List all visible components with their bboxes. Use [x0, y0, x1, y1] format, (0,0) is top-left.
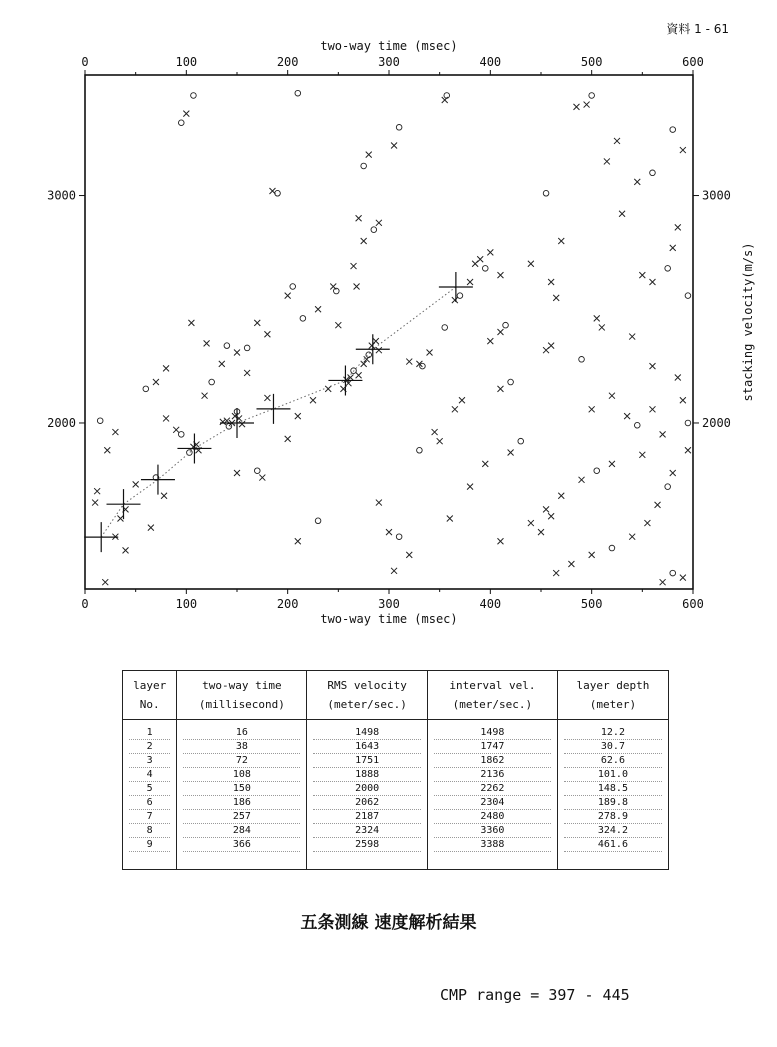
x-tick-label-bottom: 500 [580, 597, 603, 611]
semblance-peak-circle [503, 322, 509, 328]
semblance-peak-cross [497, 386, 503, 392]
header-two-way-time: two-way time (millisecond) [177, 671, 307, 720]
semblance-peak-cross [376, 500, 382, 506]
semblance-peak-cross [254, 320, 260, 326]
semblance-peak-cross [386, 529, 392, 535]
semblance-peak-cross [548, 279, 554, 285]
semblance-peak-cross [361, 238, 367, 244]
column-two-way-time [177, 720, 307, 870]
table-cell: 1 [129, 726, 170, 740]
header-rms-velocity: RMS velocity (meter/sec.) [307, 671, 428, 720]
table-cell: 324.2 [564, 824, 662, 838]
velocity-pick-cross [439, 272, 473, 302]
semblance-peak-cross [579, 477, 585, 483]
semblance-peak-cross [376, 347, 382, 353]
semblance-peak-cross [558, 493, 564, 499]
semblance-peak-cross [680, 147, 686, 153]
table-cell: 4 [129, 768, 170, 782]
semblance-peak-cross [148, 525, 154, 531]
semblance-peak-cross [452, 406, 458, 412]
semblance-peak-cross [153, 379, 159, 385]
semblance-peak-cross [244, 370, 250, 376]
semblance-peak-cross [573, 104, 579, 110]
semblance-peak-cross [639, 452, 645, 458]
table-cell: 257 [183, 810, 300, 824]
table-cell: 2187 [313, 810, 421, 824]
semblance-peak-cross [599, 324, 605, 330]
semblance-peak-circle [594, 468, 600, 474]
semblance-peak-cross [94, 488, 100, 494]
table-cell: 7 [129, 810, 170, 824]
y-tick-label-right: 3000 [702, 188, 731, 203]
table-cell: 461.6 [564, 838, 662, 852]
semblance-peak-circle [244, 345, 250, 351]
semblance-peak-circle [254, 468, 260, 474]
semblance-peak-cross [649, 363, 655, 369]
semblance-peak-cross [315, 306, 321, 312]
table-cell: 9 [129, 838, 170, 852]
table-body-row [123, 720, 669, 870]
header-layer-depth: layer depth (meter) [557, 671, 668, 720]
y-tick-label-left: 3000 [47, 188, 76, 203]
x-tick-label-top: 500 [580, 55, 603, 69]
semblance-peak-circle [609, 545, 615, 551]
semblance-peak-cross [543, 506, 549, 512]
semblance-peak-cross [639, 272, 645, 278]
semblance-peak-cross [649, 279, 655, 285]
table-cell: 2324 [313, 824, 421, 838]
x-tick-label-bottom: 200 [276, 597, 299, 611]
x-tick-label-bottom: 300 [378, 597, 400, 611]
table-cell: 5 [129, 782, 170, 796]
velocity-pick-cross [356, 334, 390, 364]
semblance-peak-circle [665, 266, 671, 272]
semblance-peak-cross [660, 431, 666, 437]
semblance-peak-cross [163, 415, 169, 421]
semblance-peak-cross [356, 372, 362, 378]
semblance-peak-circle [290, 284, 296, 290]
semblance-peak-cross [373, 338, 379, 344]
x-axis-title-top: two-way time (msec) [320, 39, 458, 53]
semblance-peak-circle [589, 93, 595, 99]
semblance-peak-cross [487, 249, 493, 255]
table-cell: 366 [183, 838, 300, 852]
semblance-peak-cross [173, 427, 179, 433]
semblance-peak-cross [295, 538, 301, 544]
semblance-peak-circle [508, 379, 514, 385]
semblance-peak-cross [508, 450, 514, 456]
semblance-peak-cross [609, 461, 615, 467]
x-tick-label-top: 100 [175, 55, 198, 69]
semblance-peak-circle [143, 386, 149, 392]
semblance-peak-cross [548, 513, 554, 519]
column-layer-no [123, 720, 177, 870]
plot-frame [85, 75, 693, 589]
column-rms-velocity [307, 720, 428, 870]
semblance-peak-cross [609, 393, 615, 399]
semblance-peak-cross [406, 552, 412, 558]
semblance-peak-cross [634, 179, 640, 185]
semblance-peak-cross [619, 211, 625, 217]
x-tick-label-top: 600 [682, 55, 704, 69]
semblance-peak-circle [579, 356, 585, 362]
semblance-peak-cross [102, 579, 108, 585]
semblance-peak-cross [133, 481, 139, 487]
semblance-peak-circle [685, 293, 691, 299]
table-cell: 3360 [434, 824, 551, 838]
table-cell: 189.8 [564, 796, 662, 810]
x-tick-label-bottom: 600 [682, 597, 704, 611]
semblance-peak-cross [123, 547, 129, 553]
semblance-peak-cross [406, 359, 412, 365]
semblance-peak-cross [204, 340, 210, 346]
semblance-peak-cross [558, 238, 564, 244]
semblance-peak-cross [482, 461, 488, 467]
column-layer-depth [557, 720, 668, 870]
semblance-peak-cross [452, 297, 458, 303]
semblance-peak-cross [589, 552, 595, 558]
x-tick-label-bottom: 0 [81, 597, 89, 611]
semblance-peak-circle [97, 418, 103, 424]
semblance-peak-cross [351, 263, 357, 269]
semblance-peak-circle [665, 484, 671, 490]
cmp-range: CMP range = 397 - 445 [440, 986, 630, 1004]
semblance-peak-circle [396, 534, 402, 540]
semblance-peak-cross [594, 315, 600, 321]
table-cell: 186 [183, 796, 300, 810]
velocity-pick-cross [177, 433, 211, 463]
semblance-peak-cross [447, 515, 453, 521]
semblance-peak-cross [264, 395, 270, 401]
table-cell: 30.7 [564, 740, 662, 754]
velocity-pick-cross [107, 489, 141, 519]
semblance-peak-circle [420, 363, 426, 369]
semblance-peak-cross [528, 261, 534, 267]
table-cell: 8 [129, 824, 170, 838]
semblance-peak-cross [680, 397, 686, 403]
velocity-table [122, 670, 669, 870]
semblance-peak-cross [335, 322, 341, 328]
column-interval-velocity [427, 720, 557, 870]
semblance-peak-cross [285, 436, 291, 442]
table-cell: 2000 [313, 782, 421, 796]
page-reference: 資料 1 - 61 [666, 22, 729, 36]
semblance-peak-cross [437, 438, 443, 444]
velocity-pick-cross [256, 394, 290, 424]
semblance-peak-cross [589, 406, 595, 412]
semblance-peak-cross [220, 419, 226, 425]
semblance-peak-cross [354, 284, 360, 290]
table-cell: 148.5 [564, 782, 662, 796]
table-cell: 101.0 [564, 768, 662, 782]
y-tick-label-right: 2000 [702, 415, 731, 430]
semblance-peak-cross [183, 111, 189, 117]
semblance-peak-cross [161, 493, 167, 499]
semblance-peak-cross [391, 568, 397, 574]
semblance-peak-circle [315, 518, 321, 524]
semblance-peak-cross [427, 349, 433, 355]
velocity-pick-cross [328, 365, 362, 395]
x-axis-title-bottom: two-way time (msec) [320, 612, 458, 626]
semblance-peak-circle [457, 293, 463, 299]
semblance-peak-cross [432, 429, 438, 435]
velocity-function-line [101, 287, 456, 537]
semblance-peak-circle [634, 422, 640, 428]
semblance-peak-cross [310, 397, 316, 403]
x-tick-label-top: 0 [81, 55, 89, 69]
x-tick-label-bottom: 100 [175, 597, 198, 611]
semblance-peak-cross [528, 520, 534, 526]
semblance-peak-cross [92, 500, 98, 506]
semblance-peak-cross [497, 272, 503, 278]
semblance-peak-cross [356, 215, 362, 221]
table-cell: 150 [183, 782, 300, 796]
semblance-peak-circle [300, 316, 306, 322]
semblance-peak-cross [477, 256, 483, 262]
semblance-peak-circle [482, 266, 488, 272]
semblance-peak-cross [644, 520, 650, 526]
semblance-peak-cross [553, 295, 559, 301]
semblance-peak-cross [538, 529, 544, 535]
semblance-peak-circle [275, 190, 281, 196]
semblance-peak-circle [650, 170, 656, 176]
semblance-peak-circle [178, 120, 184, 126]
table-cell: 38 [183, 740, 300, 754]
semblance-peak-circle [685, 420, 691, 426]
table-cell: 108 [183, 768, 300, 782]
semblance-peak-cross [497, 329, 503, 335]
semblance-peak-circle [518, 438, 524, 444]
semblance-peak-circle [670, 127, 676, 133]
header-layer-no: layer No. [123, 671, 177, 720]
semblance-peak-circle [209, 379, 215, 385]
semblance-peak-circle [371, 227, 377, 233]
semblance-peak-cross [655, 502, 661, 508]
table-cell: 1498 [313, 726, 421, 740]
x-tick-label-top: 300 [378, 55, 400, 69]
semblance-peak-cross [685, 447, 691, 453]
table-cell: 1862 [434, 754, 551, 768]
table-cell: 72 [183, 754, 300, 768]
table-cell: 62.6 [564, 754, 662, 768]
semblance-peak-circle [670, 570, 676, 576]
table-cell: 278.9 [564, 810, 662, 824]
x-tick-label-top: 400 [479, 55, 502, 69]
semblance-peak-circle [361, 163, 367, 169]
semblance-peak-cross [325, 386, 331, 392]
semblance-peak-circle [396, 125, 402, 131]
semblance-peak-cross [497, 538, 503, 544]
semblance-peak-cross [649, 406, 655, 412]
table-cell: 2062 [313, 796, 421, 810]
semblance-peak-cross [234, 470, 240, 476]
table-cell: 2 [129, 740, 170, 754]
semblance-peak-cross [376, 220, 382, 226]
semblance-peak-cross [202, 393, 208, 399]
semblance-peak-cross [366, 152, 372, 158]
semblance-peak-cross [675, 374, 681, 380]
semblance-peak-circle [224, 343, 230, 349]
semblance-peak-cross [467, 279, 473, 285]
table-cell: 3388 [434, 838, 551, 852]
semblance-peak-cross [660, 579, 666, 585]
semblance-peak-cross [259, 475, 265, 481]
semblance-peak-cross [584, 102, 590, 108]
table-cell: 2480 [434, 810, 551, 824]
semblance-peak-cross [295, 413, 301, 419]
semblance-peak-cross [345, 380, 351, 386]
semblance-peak-cross [104, 447, 110, 453]
table-cell: 1751 [313, 754, 421, 768]
table-cell: 1643 [313, 740, 421, 754]
table-cell: 1498 [434, 726, 551, 740]
semblance-peak-cross [391, 143, 397, 149]
semblance-peak-cross [680, 575, 686, 581]
table-header-row [123, 671, 669, 720]
semblance-peak-cross [629, 534, 635, 540]
semblance-peak-cross [112, 429, 118, 435]
table-cell: 2304 [434, 796, 551, 810]
semblance-peak-cross [487, 338, 493, 344]
semblance-peak-cross [548, 343, 554, 349]
semblance-peak-cross [670, 470, 676, 476]
semblance-peak-circle [295, 90, 301, 96]
semblance-peak-cross [624, 413, 630, 419]
velocity-pick-cross [141, 465, 175, 495]
table-cell: 2262 [434, 782, 551, 796]
semblance-peak-cross [568, 561, 574, 567]
figure-caption: 五条測線 速度解析結果 [300, 913, 477, 933]
table-cell: 1888 [313, 768, 421, 782]
semblance-peak-cross [234, 349, 240, 355]
semblance-peak-circle [442, 325, 448, 331]
semblance-peak-circle [543, 190, 549, 196]
x-tick-label-top: 200 [276, 55, 299, 69]
semblance-peak-cross [467, 484, 473, 490]
semblance-peak-cross [629, 334, 635, 340]
velocity-pick-cross [220, 408, 254, 438]
semblance-peak-circle [191, 93, 197, 99]
semblance-peak-circle [417, 447, 423, 453]
semblance-peak-cross [219, 361, 225, 367]
semblance-peak-cross [614, 138, 620, 144]
table-cell: 2136 [434, 768, 551, 782]
semblance-peak-cross [670, 245, 676, 251]
semblance-peak-cross [675, 224, 681, 230]
y-axis-title: stacking velocity(m/s) [741, 242, 755, 402]
header-interval-velocity: interval vel. (meter/sec.) [427, 671, 557, 720]
table-cell: 2598 [313, 838, 421, 852]
semblance-peak-cross [188, 320, 194, 326]
table-cell: 12.2 [564, 726, 662, 740]
semblance-peak-cross [459, 397, 465, 403]
semblance-peak-circle [178, 432, 184, 438]
table-cell: 6 [129, 796, 170, 810]
table-cell: 16 [183, 726, 300, 740]
table-cell: 1747 [434, 740, 551, 754]
table-cell: 284 [183, 824, 300, 838]
semblance-peak-cross [163, 365, 169, 371]
x-tick-label-bottom: 400 [479, 597, 502, 611]
semblance-peak-cross [239, 421, 245, 427]
semblance-peak-cross [604, 158, 610, 164]
y-tick-label-left: 2000 [47, 415, 76, 430]
semblance-peak-cross [285, 293, 291, 299]
semblance-peak-cross [264, 331, 270, 337]
velocity-pick-cross [84, 522, 118, 552]
semblance-peak-cross [117, 515, 123, 521]
table-cell: 3 [129, 754, 170, 768]
semblance-peak-cross [553, 570, 559, 576]
